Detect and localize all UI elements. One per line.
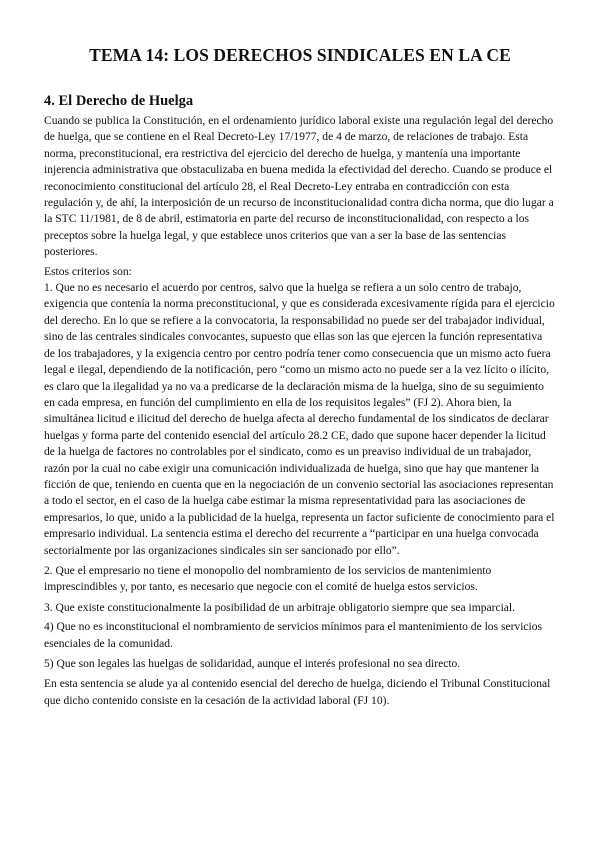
document-title: TEMA 14: LOS DERECHOS SINDICALES EN LA CE bbox=[89, 45, 511, 65]
criterion-5: 5) Que son legales las huelgas de solidaridad, aunque el interés profesional no sea directo. bbox=[44, 658, 461, 670]
intro-paragraph: Cuando se publica la Constitución, en el ordenamiento jurídico laboral existe una regulación legal del derecho de huelga, que se contiene en el Real Decreto-Ley 17/1977, de 4 de marzo, de relaciones de trabajo. Esta norma, preconstitucional, era restrictiva del ejercicio del derecho de huelga, y mantenía una importante injerencia administrativa que obstaculizaba en buena medida la efectividad del derecho. Cuando se produce el reconocimiento constitucional del artículo 28, el Real Decreto-Ley entraba en contradicción con esta regulación y, de ahí, la interposición de un recurso de inconstitucionalidad contra dicha norma, que dio lugar a la STC 11/1981, de 8 de abril, estimatoria en parte del recurso de inconstitucionalidad, con respecto a los preceptos sobre la huelga legal, y que establece unos criterios que van a ser la base de las sentencias posteriores. bbox=[44, 115, 554, 259]
criteria-intro: Estos criterios son: bbox=[44, 265, 132, 278]
criterion-1: 1. Que no es necesario el acuerdo por centros, salvo que la huelga se refiera a un solo centro de trabajo, exigencia que contenía la norma preconstitucional, y que es considerada excesivamente rígida para el ejercicio del derecho. En lo que se refiere a la convocatoria, la responsabilidad no puede ser del trabajador individual, sino de las centrales sindicales convocantes, supuesto que ellas son las que ejercen la función representativa de los trabajadores, y la exigencia centro por centro podría tener como consecuencia que un mismo acto fuera legal e ilegal, dependiendo de la notificación, pero “como un mismo acto no puede ser a la vez lícito o ilícito, es claro que la ilegalidad ya no va a predicarse de la declaración misma de la huelga, sino de su seguimiento en cada empresa, en función del cumplimiento en ella de los requisitos legales” (FJ 2). Ahora bien, la simultánea licitud e ilicitud del derecho de huelga afecta al derecho fundamental de los sindicatos de declarar huelgas y forma parte del contenido esencial del artículo 28.2 CE, dado que supone hacer depender la licitud de la huelga de factores no controlables por el sindicato, como es un preaviso individual de un trabajador, razón por la cual no cabe exigir una comunicación individualizada de huelga, sino que hay que mantener la ficción de que, teniendo en cuenta que en la negociación de un convenio sectorial las asociaciones representan a todo el sector, en el caso de la huelga cabe estimar la misma representatividad para las asociaciones de empresarios, lo que, unido a la publicidad de la huelga, representa un factor suficiente de conocimiento para el empresario individual. La sentencia estima el derecho del recurrente a “participar en una huelga convocada sectorialmente por las organizaciones sindicales sin ser sancionado por ello”. bbox=[44, 282, 555, 557]
closing-paragraph: En esta sentencia se alude ya al contenido esencial del derecho de huelga, diciendo el Tribunal Constitucional que dicho contenido consiste en la cesación de la actividad laboral (FJ 10). bbox=[44, 678, 551, 707]
document-page bbox=[44, 44, 556, 709]
criterion-3: 3. Que existe constitucionalmente la posibilidad de un arbitraje obligatorio siempre que sea imparcial. bbox=[44, 601, 516, 614]
criterion-2: 2. Que el empresario no tiene el monopolio del nombramiento de los servicios de mantenimiento imprescindibles y, por tanto, es necesario que negocie con el comité de huelga estos servicios. bbox=[44, 564, 492, 594]
section-heading: 4. El Derecho de Huelga bbox=[44, 93, 194, 109]
criterion-4: 4) Que no es inconstitucional el nombramiento de servicios mínimos para el mantenimiento de los servicios esenciales de la comunidad. bbox=[44, 621, 543, 650]
